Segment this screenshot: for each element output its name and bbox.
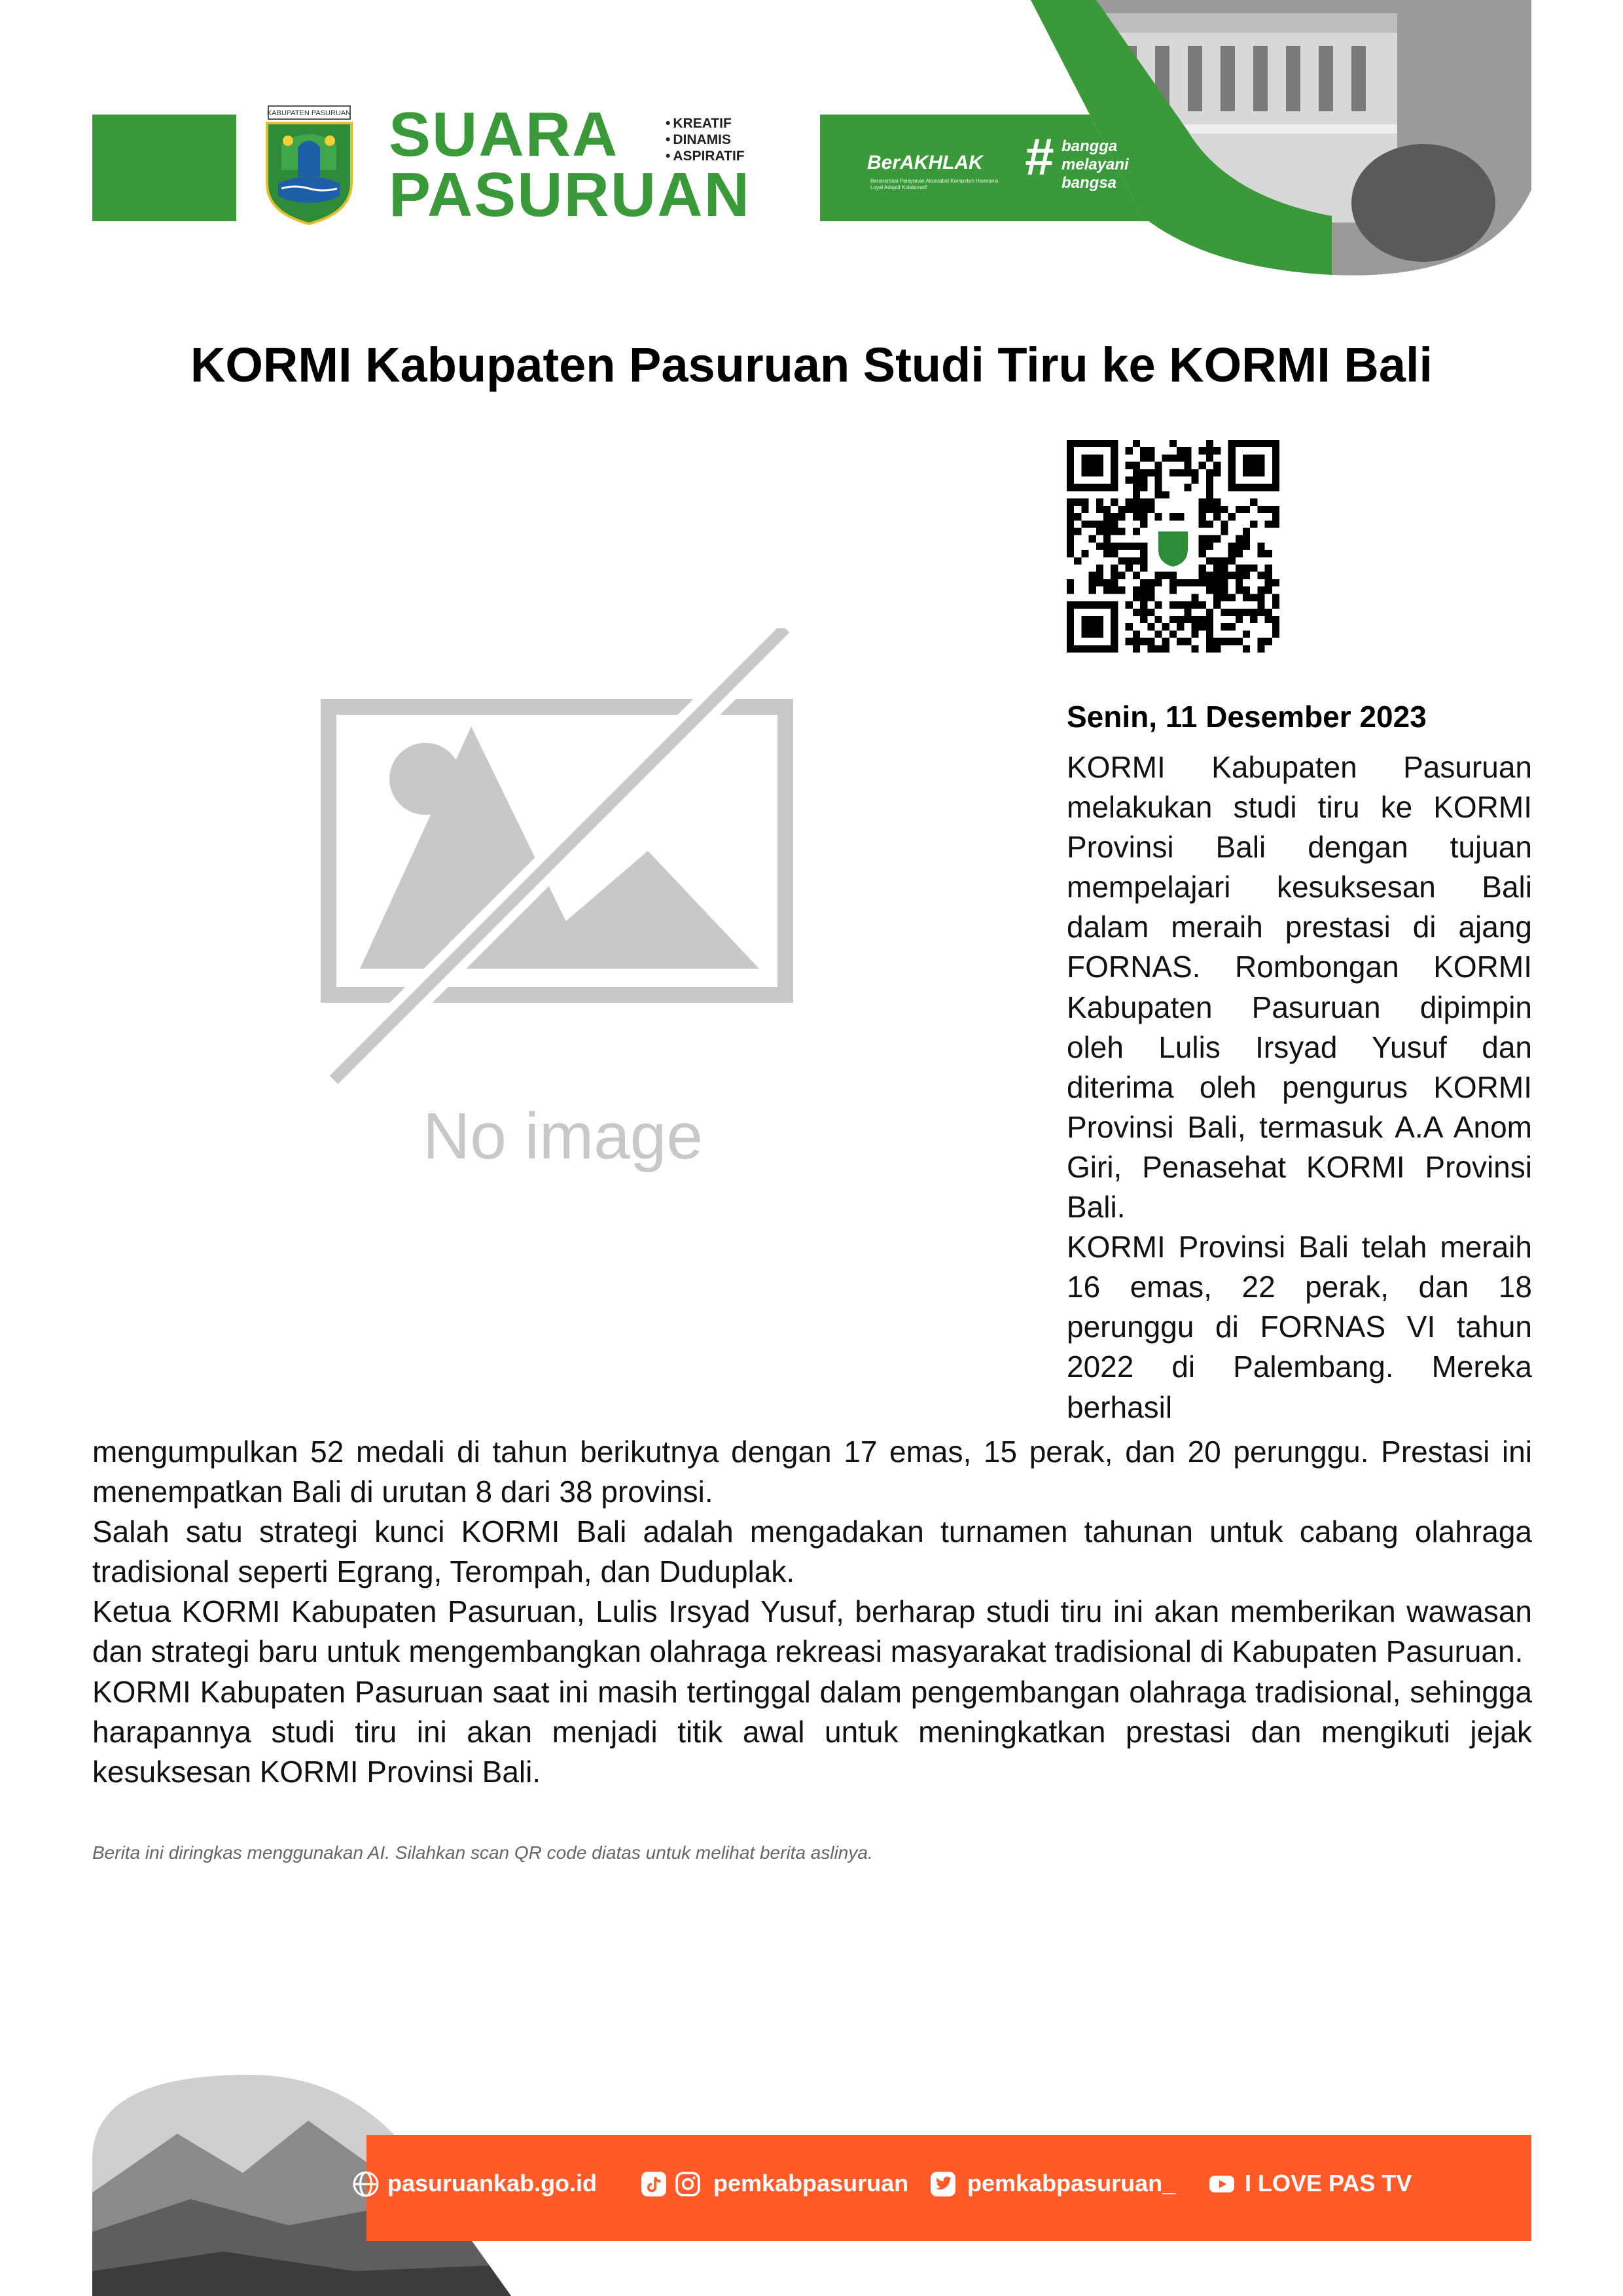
hashtag-word-bangsa: bangsa	[1061, 174, 1117, 192]
article-column-text	[1067, 747, 1532, 1427]
youtube-icon	[1208, 2170, 1236, 2198]
hashtag-word-bangga: bangga	[1061, 137, 1118, 155]
tagline-kreatif: • KREATIF	[666, 117, 732, 130]
hashtag-word-melayani: melayani	[1061, 156, 1129, 173]
qr-code[interactable]	[1067, 440, 1279, 653]
article-full-width-text	[92, 1432, 1532, 1792]
paragraph: KORMI Kabupaten Pasuruan melakukan studi tiru ke KORMI Provinsi Bali dengan tujuan mempelajari kesuksesan Bali dalam meraih prestasi di ajang FORNAS. Rombongan KORMI Kabupaten Pasuruan dipimpin oleh Lulis Irsyad Yusuf dan diterima oleh pengurus KORMI Provinsi Bali, termasuk A.A Anom Giri, Penasehat KORMI Provinsi Bali.	[1067, 750, 1532, 1225]
paragraph: Salah satu strategi kunci KORMI Bali adalah mengadakan turnamen tahunan untuk cabang olahraga tradisional seperti Egrang, Terompah, dan Duduplak.	[92, 1515, 1532, 1589]
tagline-dinamis: • DINAMIS	[666, 133, 731, 147]
berakhlak-subtitle: Berorientasi Pelayanan Akuntabel Kompeten Harmonis Loyal Adaptif Kolaboratif	[870, 178, 999, 190]
footer-instagram-handle[interactable]: pemkabpasuruan	[713, 2170, 909, 2197]
footer-twitter-handle[interactable]: pemkabpasuruan_	[967, 2170, 1176, 2197]
berakhlak-logo: BerAKHLAK	[867, 152, 983, 173]
no-image-label: No image	[423, 1100, 703, 1173]
hashtag-icon: #	[1024, 128, 1054, 186]
svg-text:KABUPATEN PASURUAN: KABUPATEN PASURUAN	[266, 109, 351, 117]
paragraph: KORMI Kabupaten Pasuruan saat ini masih tertinggal dalam pengembangan olahraga tradisional, sehingga harapannya studi tiru ini akan menjadi titik awal untuk meningkatkan prestasi dan mengikuti jejak kesuksesan KORMI Provinsi Bali.	[92, 1674, 1532, 1789]
no-image-placeholder	[321, 628, 805, 1198]
footer-website-link[interactable]: pasuruankab.go.id	[387, 2170, 597, 2197]
paragraph: KORMI Provinsi Bali telah meraih 16 emas, 22 perak, dan 18 perunggu di FORNAS VI tahun 2022 di Palembang. Mereka berhasil	[1067, 1230, 1532, 1424]
article-title: KORMI Kabupaten Pasuruan Studi Tiru ke KORMI Bali	[190, 338, 1433, 392]
paragraph: mengumpulkan 52 medali di tahun berikutnya dengan 17 emas, 15 perak, dan 20 perunggu. Prestasi ini menempatkan Bali di urutan 8 dari 38 provinsi.	[92, 1435, 1532, 1509]
instagram-icon	[674, 2170, 702, 2198]
pasuruan-crest-logo	[262, 105, 357, 226]
globe-icon	[352, 2170, 380, 2198]
article-date: Senin, 11 Desember 2023	[1067, 700, 1427, 734]
tiktok-icon	[640, 2170, 668, 2198]
ai-disclaimer: Berita ini diringkas menggunakan AI. Silahkan scan QR code diatas untuk melihat berita aslinya.	[92, 1842, 873, 1863]
tagline-aspiratif: • ASPIRATIF	[666, 149, 745, 163]
brand-suara: SUARA	[389, 99, 619, 170]
brand-pasuruan: PASURUAN	[389, 160, 751, 230]
twitter-icon	[929, 2170, 957, 2198]
header-left-bar	[92, 115, 236, 221]
footer-youtube-channel[interactable]: I LOVE PAS TV	[1245, 2170, 1412, 2197]
paragraph: Ketua KORMI Kabupaten Pasuruan, Lulis Irsyad Yusuf, berharap studi tiru ini akan memberikan wawasan dan strategi baru untuk mengembangkan olahraga rekreasi masyarakat tradisional di Kabupaten Pasuruan.	[92, 1594, 1532, 1669]
